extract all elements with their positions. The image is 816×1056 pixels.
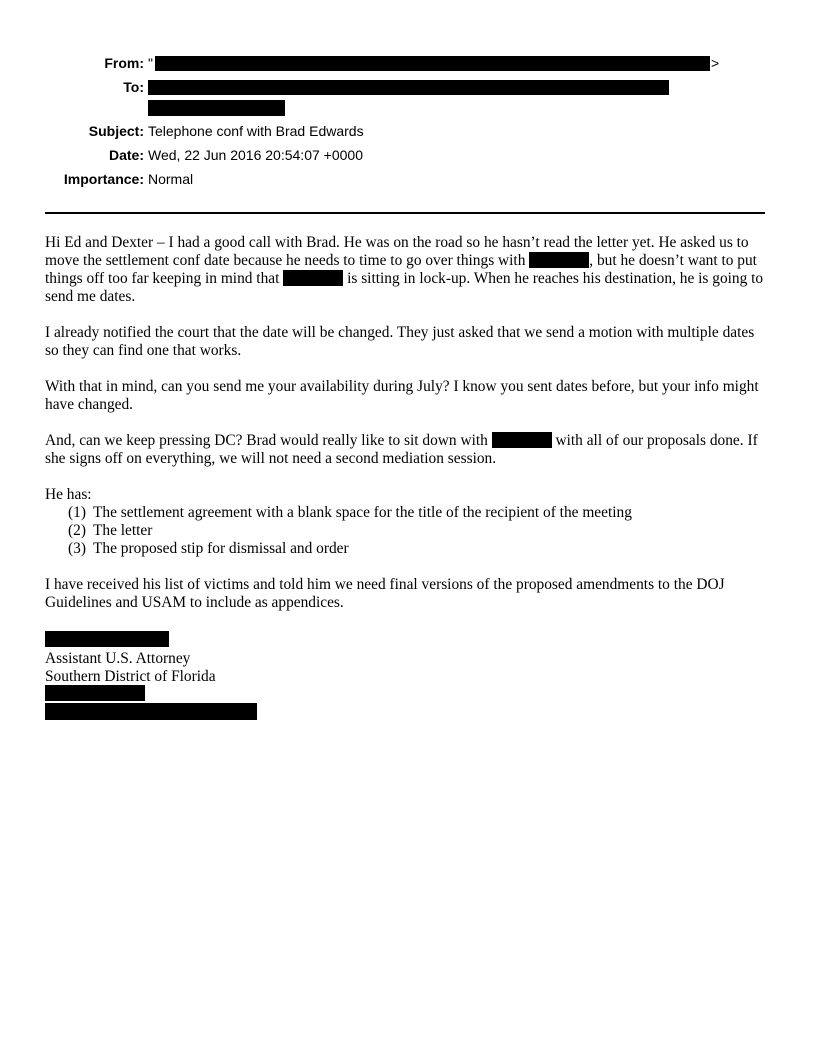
- date-row: [0, 145, 816, 165]
- signature-office: Southern District of Florida: [45, 668, 216, 685]
- list-item-number: (2): [68, 522, 86, 539]
- header-divider: [45, 212, 765, 214]
- paragraph-4-part-b: with all of our proposals done. If she signs off on everything, we will not need a second mediation session.: [45, 432, 758, 467]
- to-label: To:: [123, 79, 144, 95]
- list-item-text: The settlement agreement with a blank space for the title of the recipient of the meeting: [93, 504, 632, 521]
- paragraph-1: [45, 234, 770, 306]
- list-item-text: The proposed stip for dismissal and order: [93, 540, 349, 557]
- importance-value: Normal: [148, 171, 194, 187]
- list-item-number: (3): [68, 540, 86, 557]
- inline-redaction-1: [529, 252, 589, 268]
- paragraph-2: I already notified the court that the date will be changed. They just asked that we send a motion with multiple dates so they can find one that works.: [45, 324, 755, 359]
- paragraph-1-part-b: , but he doesn’t want to put things off too far keeping in mind that: [45, 252, 757, 287]
- subject-row: [0, 121, 816, 141]
- from-value-prefix: ": [148, 55, 153, 71]
- from-row: [0, 53, 816, 73]
- inline-redaction-2: [283, 270, 343, 286]
- from-redaction: [155, 56, 710, 71]
- list-item-number: (1): [68, 504, 86, 521]
- importance-label: Importance:: [63, 171, 144, 187]
- list-intro: He has:: [45, 486, 92, 503]
- list-item: [45, 504, 770, 522]
- from-value-suffix: >: [711, 55, 720, 71]
- signature-phone-redaction: [45, 685, 145, 701]
- paragraph-1-part-c: is sitting in lock-up. When he reaches his destination, he is going to send me dates.: [45, 270, 764, 305]
- date-value: Wed, 22 Jun 2016 20:54:07 +0000: [148, 147, 363, 163]
- paragraph-6: I have received his list of victims and told him we need final versions of the proposed amendments to the DOJ Guidelines and USAM to include as appendices.: [45, 576, 725, 611]
- to-redaction-1: [148, 80, 669, 95]
- to-row: [0, 77, 816, 97]
- list-item: [45, 540, 770, 558]
- signature-title: Assistant U.S. Attorney: [45, 650, 191, 667]
- paragraph-1-part-a: Hi Ed and Dexter – I had a good call with Brad. He was on the road so he hasn’t read the letter yet. He asked us to move the settlement conf date because he needs to time to go over things with: [45, 234, 749, 269]
- list-item: [45, 522, 770, 540]
- to-redaction-2: [148, 100, 285, 116]
- date-label: Date:: [108, 147, 144, 163]
- paragraph-5: [45, 486, 770, 558]
- importance-row: [0, 169, 816, 189]
- list-item-text: The letter: [93, 522, 153, 539]
- signature-email-redaction: [45, 703, 257, 720]
- paragraph-3: With that in mind, can you send me your availability during July? I know you sent dates before, but your info might have changed.: [45, 378, 759, 413]
- subject-label: Subject:: [88, 123, 144, 139]
- subject-value: Telephone conf with Brad Edwards: [148, 123, 364, 139]
- inline-redaction-3: [492, 432, 552, 448]
- from-label: From:: [104, 55, 144, 71]
- paragraph-4-part-a: And, can we keep pressing DC? Brad would really like to sit down with: [45, 432, 492, 449]
- email-body: [45, 234, 770, 630]
- signature-name-redaction: [45, 631, 169, 647]
- paragraph-4: [45, 432, 770, 468]
